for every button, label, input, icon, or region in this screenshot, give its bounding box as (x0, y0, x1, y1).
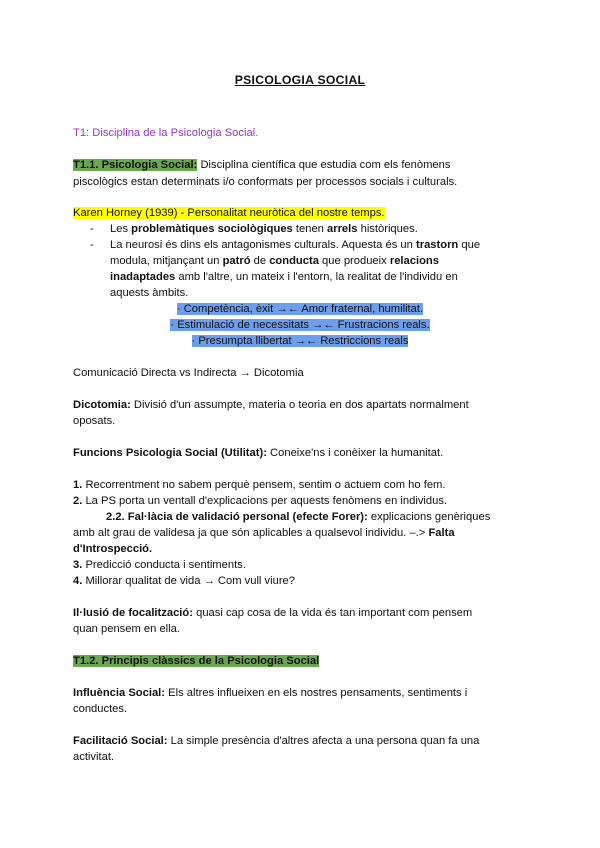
bullet-2-text-b: que (458, 239, 481, 251)
t11-line-2: piscològics estan determinats i/o conformats per processos socials i culturals. (73, 176, 458, 188)
list-text-4: Millorar qualitat de vida → Com vull viure? (82, 575, 295, 587)
influencia-line-1 (73, 686, 467, 700)
bullet-1-bold-a: problemàtiques sociològiques (131, 223, 293, 235)
dicotomia-line-2: oposats. (73, 415, 116, 427)
dicotomia-label: Dicotomia: (73, 399, 131, 411)
bullet-item-1 (110, 222, 418, 236)
bullet-2-l2-bold-c: relacions (389, 255, 439, 267)
t11-label: T1.1. Psicologia Social: (73, 159, 198, 171)
bullet-2-l2-bold-a: patró (222, 255, 251, 267)
item-22-line-1 (106, 510, 490, 524)
item-22-text-1: explicacions genèriques (367, 511, 491, 523)
contrast-line-2 (0, 318, 600, 332)
bullet-2-l2-text-c: que produeix (318, 255, 390, 267)
list-num-3: 3. (73, 559, 83, 571)
bullet-2-l2-text-a: modula, mitjançant un (110, 255, 223, 267)
dicotomia-text-1: Divisió d'un assumpte, materia o teoria en dos apartats normalment (130, 399, 469, 411)
dicotomia-line-1 (73, 398, 469, 412)
bullet-2-line-3 (110, 270, 458, 284)
bullet-1-text-b: tenen (292, 223, 327, 235)
facilitacio-line-1 (73, 734, 479, 748)
contrast-text-1: · Competència, èxit →← Amor fraternal, humilitat. (176, 303, 424, 315)
item-22-line-3: d'Introspecció. (73, 543, 153, 555)
bullet-2-text-a: La neurosi és dins els antagonismes culturals. Aquesta és un (110, 239, 416, 251)
bullet-1-text-c: històriques. (357, 223, 418, 235)
facilitacio-line-2: activitat. (73, 751, 115, 763)
horney-reference: Karen Horney (1939) - Personalitat neuròtica del nostre temps. (73, 207, 385, 219)
bullet-item-2 (110, 238, 480, 252)
list-text-3: Predicció conducta i sentiments. (82, 559, 246, 571)
bullet-2-l3-bold-a: inadaptades (110, 271, 176, 283)
influencia-line-2: conductes. (73, 703, 128, 715)
influencia-text-1: Els altres influeixen en els nostres pensaments, sentiments i (165, 687, 468, 699)
list-num-1: 1. (73, 479, 83, 491)
list-text-1: Recorrentment no sabem perquè pensem, sentim o actuem com ho fem. (82, 479, 446, 491)
list-num-4: 4. (73, 575, 83, 587)
illusio-label: Il·lusió de focalització: (73, 607, 193, 619)
contrast-text-3: · Presumpta llibertat →← Restriccions reals (191, 335, 409, 347)
illusio-text-1: quasi cap cosa de la vida és tan important com pensem (192, 607, 473, 619)
contrast-line-3 (0, 334, 600, 348)
item-22-line-2 (73, 526, 455, 540)
section-heading-t12-line (73, 654, 319, 668)
list-num-2: 2. (73, 495, 83, 507)
section-heading-t12: T1.2. Principis clàssics de la Psicologia Social (73, 655, 320, 667)
bullet-2-l2-text-b: de (250, 255, 270, 267)
funcions-line (73, 446, 443, 460)
bullet-2-l3-text-a: amb l'altre, un mateix i l'entorn, la realitat de l'individu en (175, 271, 458, 283)
illusio-line-1 (73, 606, 472, 620)
item-22-text-2: amb alt grau de validesa ja que són aplicables a qualsevol individu. –.> (73, 527, 429, 539)
illusio-line-2: quan pensem en ella. (73, 623, 180, 635)
list-item-4 (73, 574, 295, 588)
item-22-bold-1: Falta (428, 527, 455, 539)
list-item-3 (73, 558, 246, 572)
funcions-label: Funcions Psicologia Social (Utilitat): (73, 447, 267, 459)
t11-text-1: Disciplina científica que estudia com els fenòmens (197, 159, 451, 171)
list-item-1 (73, 478, 446, 492)
bullet-dash-2: - (90, 239, 94, 251)
funcions-text: Coneixe'ns i conèixer la humanitat. (266, 447, 444, 459)
bullet-dash-1: - (90, 223, 94, 235)
bullet-2-line-2 (110, 254, 439, 268)
horney-line (73, 206, 385, 220)
list-item-2 (73, 494, 447, 508)
t11-line-1 (73, 158, 450, 172)
bullet-2-line-4: aquests àmbits. (110, 287, 189, 299)
section-heading-t1: T1: Disciplina de la Psicologia Social. (73, 127, 259, 139)
bullet-2-l2-bold-b: conducta (269, 255, 319, 267)
contrast-line-1 (0, 302, 600, 316)
page-title: PSICOLOGIA SOCIAL (234, 73, 366, 87)
list-text-2: La PS porta un ventall d'explicacions per aquests fenòmens en individus. (82, 495, 448, 507)
facilitacio-label: Facilitació Social: (73, 735, 168, 747)
influencia-label: Influència Social: (73, 687, 166, 699)
contrast-text-2: · Estimulació de necessitats →← Frustracions reals. (170, 319, 430, 331)
bullet-1-text-a: Les (110, 223, 132, 235)
bullet-1-bold-b: arrels (327, 223, 358, 235)
facilitacio-text-1: La simple presència d'altres afecta a una persona quan fa una (167, 735, 480, 747)
bullet-2-bold-a: trastorn (415, 239, 459, 251)
comunicacio-line: Comunicació Directa vs Indirecta → Dicotomia (73, 367, 304, 379)
item-22-label: 2.2. Fal·làcia de validació personal (efecte Forer): (106, 511, 368, 523)
